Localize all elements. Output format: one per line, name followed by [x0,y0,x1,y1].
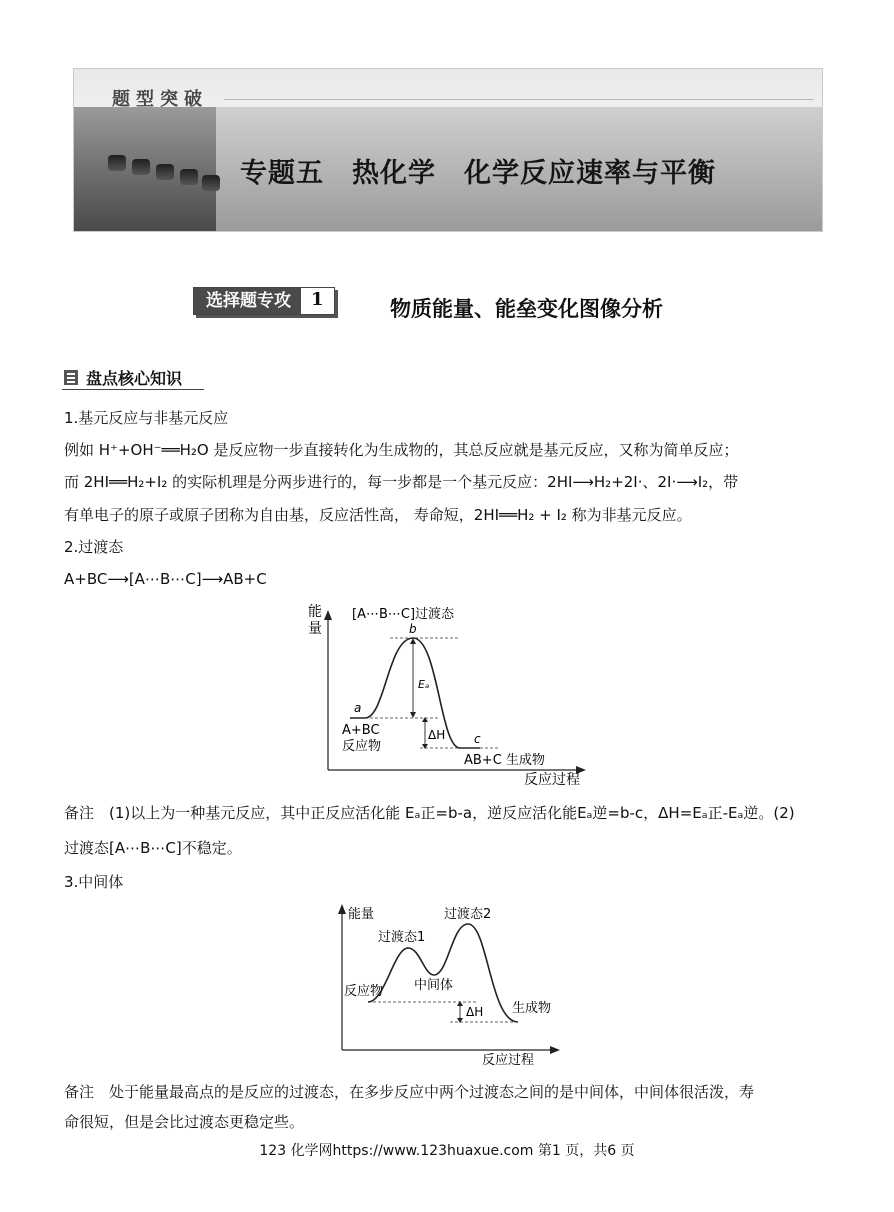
banner-post-icon [108,155,126,171]
point-b-label: b [409,622,417,636]
y-axis-label: 能 [308,604,322,620]
text-line: A+BC⟶[A⋯B⋯C]⟶AB+C [64,570,267,588]
point-a-label: a [354,701,362,715]
section-badge-number: 1 [301,288,334,314]
text-line: 而 2HI══H₂+I₂ 的实际机理是分两步进行的，每一步都是一个基元反应：2HI⟶H₂+2I·、2I·⟶I₂，带 [64,473,739,491]
page-footer: 123 化学网https://www.123huaxue.com 第1 页，共6 页 [259,1143,635,1159]
x-axis-label: 反应过程 [524,772,580,788]
activation-energy-label: Eₐ [418,678,430,691]
text-line: 有单电子的原子或原子团称为自由基，反应活性高， 寿命短，2HI══H₂ + I₂ 称为非基元反应。 [64,506,692,524]
text-line: 命很短，但是会比过渡态更稳定些。 [64,1113,305,1131]
transition-state-1-label: 过渡态1 [378,930,426,945]
reactant-formula-label: A+BC [342,723,380,738]
text-line: 例如 H⁺+OH⁻══H₂O 是反应物一步直接转化为生成物的，其总反应就是基元反应，又称为简单反应； [64,441,739,459]
banner-post-icon [156,164,174,180]
text-line: 过渡态[A⋯B⋯C]不稳定。 [64,839,242,857]
banner-tag: 题型突破 [112,89,208,110]
transition-state-2-label: 过渡态2 [444,907,492,922]
delta-h-label: ΔH [428,728,446,742]
y-axis-label: 能量 [348,907,375,922]
intermediate-diagram [330,900,570,1070]
intermediate-label: 中间体 [414,978,454,993]
heading-underline [62,389,204,390]
transition-state-diagram [300,598,600,790]
banner-post-icon [202,175,220,191]
section-badge [193,287,335,315]
header-banner [73,68,823,232]
document-icon [64,370,78,385]
page-title: 专题五 热化学 化学反应速率与平衡 [240,158,716,189]
point-c-label: c [474,732,481,746]
product-label: AB+C 生成物 [464,753,545,768]
product-label: 生成物 [512,1001,552,1016]
section-title: 物质能量、能垒变化图像分析 [390,297,663,321]
banner-post-icon [180,169,198,185]
banner-rule [224,99,814,100]
knowledge-heading [64,366,182,389]
reactant-label: 反应物 [344,984,384,999]
knowledge-heading-label: 盘点核心知识 [86,369,183,388]
section-badge-text: 选择题专攻 [194,288,301,314]
transition-state-label: [A⋯B⋯C]过渡态 [352,607,455,622]
banner-post-icon [132,159,150,175]
reactant-label: 反应物 [342,739,382,754]
y-axis-label: 量 [308,621,322,637]
x-axis-label: 反应过程 [482,1053,535,1068]
text-line: 2.过渡态 [64,538,124,556]
text-line: 3.中间体 [64,873,124,891]
delta-h-label: ΔH [466,1005,484,1019]
text-line: 1.基元反应与非基元反应 [64,409,229,427]
text-line: 备注 处于能量最高点的是反应的过渡态，在多步反应中两个过渡态之间的是中间体，中间体很活泼，寿 [64,1083,755,1101]
text-line: 备注 (1)以上为一种基元反应，其中正反应活化能 Eₐ正=b-a，逆反应活化能Eₐ逆=b-c，ΔH=Eₐ正-Eₐ逆。(2) [64,804,795,822]
